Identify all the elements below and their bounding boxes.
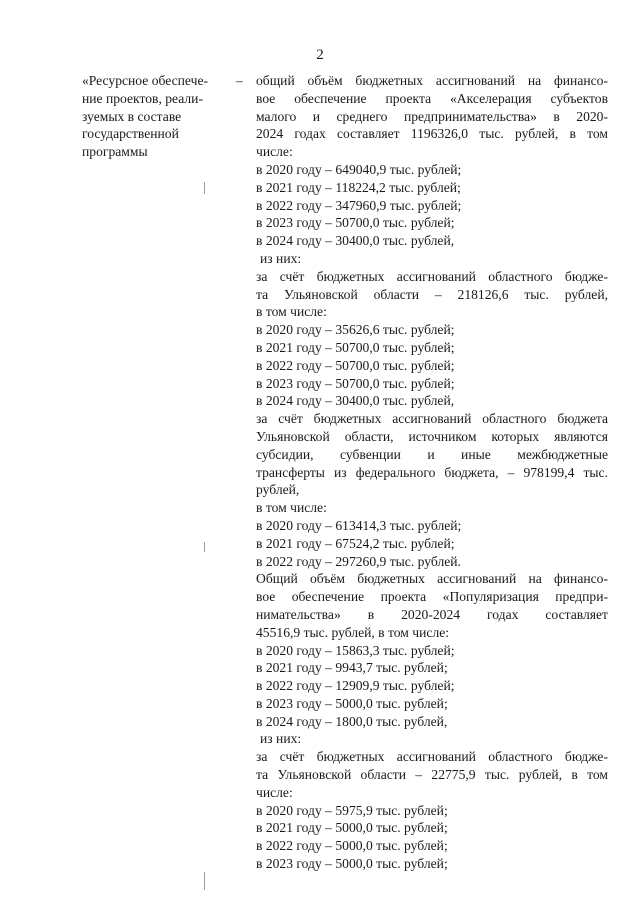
- content-line: в 2021 году – 5000,0 тыс. рублей;: [256, 820, 448, 836]
- content-line: числе:: [256, 784, 293, 800]
- content-line: малого и среднего предпринимательства» в 2020-: [256, 108, 608, 124]
- content-line: в 2021 году – 50700,0 тыс. рублей;: [256, 339, 455, 355]
- content-line: из них:: [260, 250, 302, 266]
- label-line: программы: [82, 144, 148, 160]
- content-line: вое обеспечение проекта «Популяризация предпри-: [256, 589, 608, 605]
- content-line: за счёт бюджетных ассигнований областного бюджета: [256, 411, 608, 427]
- content-line: в 2024 году – 30400,0 тыс. рублей,: [256, 233, 455, 249]
- table-label-cell: [82, 72, 232, 161]
- content-line: за счёт бюджетных ассигнований областного бюдже-: [256, 749, 608, 765]
- content-line: в 2023 году – 50700,0 тыс. рублей;: [256, 375, 455, 391]
- content-line: трансферты из федерального бюджета, – 978199,4 тыс.: [256, 464, 608, 480]
- content-line: Общий объём бюджетных ассигнований на финансо-: [256, 571, 608, 587]
- content-line: в 2022 году – 5000,0 тыс. рублей;: [256, 838, 448, 854]
- content-line: общий объём бюджетных ассигнований на финансо-: [256, 73, 608, 88]
- content-line: та Ульяновской области – 218126,6 тыс. рублей,: [256, 286, 608, 302]
- content-line: в 2023 году – 5000,0 тыс. рублей;: [256, 856, 448, 872]
- content-line: за счёт бюджетных ассигнований областного бюдже-: [256, 268, 608, 284]
- content-line: вое обеспечение проекта «Акселерация субъектов: [256, 90, 608, 106]
- content-line: из них:: [260, 731, 302, 747]
- content-line: в 2024 году – 30400,0 тыс. рублей,: [256, 393, 455, 409]
- content-line: та Ульяновской области – 22775,9 тыс. рублей, в том: [256, 767, 608, 783]
- content-line: в 2024 году – 1800,0 тыс. рублей,: [256, 713, 448, 729]
- content-line: нимательства» в 2020-2024 годах составляет: [256, 606, 608, 622]
- scan-artifact: [204, 542, 205, 552]
- content-line: в 2023 году – 50700,0 тыс. рублей;: [256, 215, 455, 231]
- content-line: в 2021 году – 118224,2 тыс. рублей;: [256, 179, 461, 195]
- content-line: в 2022 году – 50700,0 тыс. рублей;: [256, 357, 455, 373]
- content-line: в 2022 году – 297260,9 тыс. рублей.: [256, 553, 461, 569]
- content-line: в 2023 году – 5000,0 тыс. рублей;: [256, 695, 448, 711]
- label-line: зуемых в составе: [82, 108, 182, 124]
- content-line: в том числе:: [256, 304, 327, 320]
- page-number: 2: [316, 47, 324, 63]
- separator-dash: –: [236, 73, 243, 88]
- content-line: в 2020 году – 35626,6 тыс. рублей;: [256, 322, 455, 338]
- label-line: ние проектов, реали-: [82, 90, 203, 106]
- content-line: в том числе:: [256, 500, 327, 516]
- content-line: в 2022 году – 12909,9 тыс. рублей;: [256, 678, 455, 694]
- content-line: в 2022 году – 347960,9 тыс. рублей;: [256, 197, 462, 213]
- content-line: в 2020 году – 15863,3 тыс. рублей;: [256, 642, 455, 658]
- content-line: в 2020 году – 649040,9 тыс. рублей;: [256, 161, 462, 177]
- scan-artifact: [204, 872, 205, 890]
- content-line: рублей,: [256, 482, 300, 498]
- content-line: 45516,9 тыс. рублей, в том числе:: [256, 624, 450, 640]
- content-line: в 2021 году – 67524,2 тыс. рублей;: [256, 535, 455, 551]
- content-line: числе:: [256, 144, 293, 160]
- content-line: 2024 годах составляет 1196326,0 тыс. рублей, в том: [256, 126, 608, 142]
- label-line: «Ресурсное обеспече-: [82, 73, 209, 88]
- scan-artifact: [204, 182, 205, 194]
- content-line: в 2020 году – 5975,9 тыс. рублей;: [256, 802, 448, 818]
- content-line: Ульяновской области, источником которых являются: [256, 428, 608, 444]
- content-line: в 2021 году – 9943,7 тыс. рублей;: [256, 660, 448, 676]
- label-line: государственной: [82, 126, 179, 142]
- content-line: в 2020 году – 613414,3 тыс. рублей;: [256, 517, 462, 533]
- content-line: субсидии, субвенции и иные межбюджетные: [256, 446, 608, 462]
- table-content-cell: [256, 72, 608, 873]
